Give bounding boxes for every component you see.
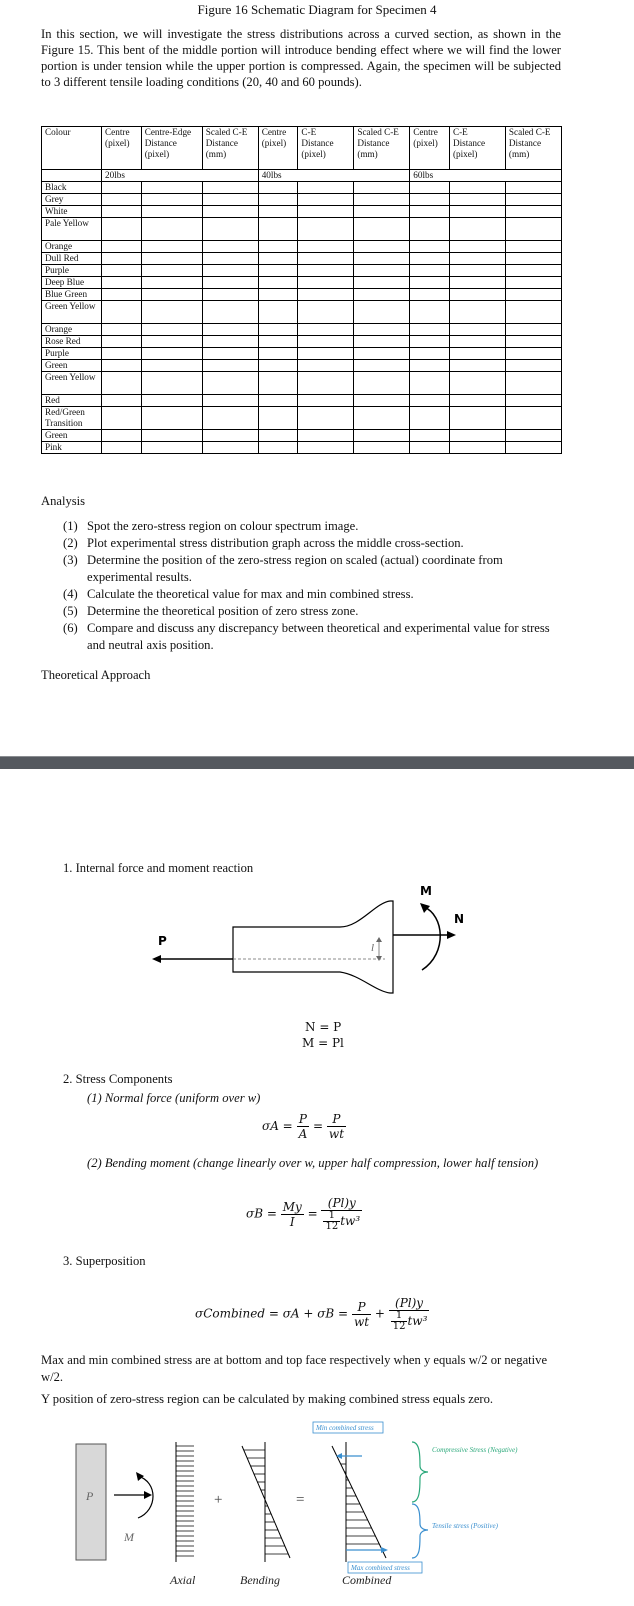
row-colour-label: Rose Red [42, 336, 102, 348]
table-cell [298, 301, 354, 324]
table-cell [258, 430, 298, 442]
table-cell [102, 289, 142, 301]
table-cell [505, 442, 561, 454]
table-cell [505, 360, 561, 372]
table-cell [410, 442, 450, 454]
zero-stress-paragraph: Y position of zero-stress region can be calculated by making combined stress equals zero. [41, 1392, 494, 1406]
table-cell [449, 253, 505, 265]
analysis-title: Analysis [41, 494, 86, 508]
equals-sign: = [296, 1492, 305, 1508]
plus-sign: + [214, 1492, 223, 1508]
sigma-a-equation: σA = $\frac{P}{A}$ = $\frac{P}{wt}$ [262, 1112, 345, 1141]
list-item: (6) Compare and discuss any discrepancy between theoretical and experimental value for stress and neutral axis position. [63, 621, 550, 652]
header-cell: Centre (pixel) [258, 127, 298, 170]
table-cell [258, 395, 298, 407]
table-cell [298, 442, 354, 454]
table-cell [505, 301, 561, 324]
table-cell [102, 301, 142, 324]
length-label-l: l [371, 942, 375, 954]
row-colour-label: Grey [42, 194, 102, 206]
table-cell [258, 442, 298, 454]
table-cell [202, 430, 258, 442]
table-cell [354, 442, 410, 454]
table-cell [449, 407, 505, 430]
table-cell [258, 407, 298, 430]
table-row [42, 360, 562, 372]
table-cell [298, 218, 354, 241]
table-cell [298, 372, 354, 395]
table-cell [298, 241, 354, 253]
table-cell [258, 265, 298, 277]
table-cell [410, 324, 450, 336]
table-cell [102, 194, 142, 206]
table-row [42, 348, 562, 360]
table-cell [410, 289, 450, 301]
table-cell [410, 277, 450, 289]
table-cell [354, 407, 410, 430]
max-min-paragraph: Max and min combined stress are at bottom and top face respectively when y equals w/2 or negative w/2. [41, 1353, 548, 1384]
table-header-row [42, 127, 562, 170]
table-cell [298, 324, 354, 336]
table-cell [505, 206, 561, 218]
table-cell [258, 336, 298, 348]
table-cell [505, 336, 561, 348]
table-row [42, 206, 562, 218]
header-cell: Scaled C-E Distance (mm) [202, 127, 258, 170]
table-cell [505, 372, 561, 395]
table-cell [410, 253, 450, 265]
row-colour-label: Pale Yellow [42, 218, 102, 241]
table-cell [449, 336, 505, 348]
row-colour-label: Green Yellow [42, 301, 102, 324]
table-cell [202, 324, 258, 336]
table-cell [141, 372, 202, 395]
table-cell [258, 289, 298, 301]
normal-force-subtitle: (1) Normal force (uniform over w) [87, 1091, 261, 1105]
table-cell [102, 324, 142, 336]
row-colour-label: Green [42, 360, 102, 372]
table-cell [141, 218, 202, 241]
table-cell [202, 348, 258, 360]
table-cell [202, 289, 258, 301]
table-cell [258, 182, 298, 194]
table-cell [410, 194, 450, 206]
table-cell [202, 253, 258, 265]
table-cell [258, 194, 298, 206]
bending-moment-subtitle: (2) Bending moment (change linearly over w, upper half compression, lower half tension) [87, 1156, 539, 1170]
table-cell [202, 395, 258, 407]
table-row [42, 430, 562, 442]
table-body [42, 182, 562, 454]
header-cell: C-E Distance (pixel) [298, 127, 354, 170]
table-cell [298, 182, 354, 194]
header-cell: Colour [42, 127, 102, 170]
table-cell [258, 301, 298, 324]
table-cell [141, 182, 202, 194]
table-cell [141, 241, 202, 253]
list-item: (4) Calculate the theoretical value for max and min combined stress. [63, 587, 414, 601]
table-cell [202, 206, 258, 218]
header-cell: Centre (pixel) [102, 127, 142, 170]
table-cell [258, 241, 298, 253]
row-colour-label: Green Yellow [42, 372, 102, 395]
table-cell [354, 194, 410, 206]
moment-label-m: M [420, 884, 432, 898]
table-row [42, 324, 562, 336]
table-row [42, 265, 562, 277]
table-cell [298, 194, 354, 206]
table-row [42, 372, 562, 395]
row-colour-label: Red [42, 395, 102, 407]
min-combined-label: Min combined stress [316, 1424, 374, 1432]
table-cell [102, 395, 142, 407]
table-cell [410, 218, 450, 241]
load-label: 20lbs [102, 170, 259, 182]
table-cell [449, 442, 505, 454]
table-cell [258, 253, 298, 265]
figure-caption: Figure 16 Schematic Diagram for Specimen 4 [197, 2, 437, 17]
table-cell [354, 336, 410, 348]
table-cell [354, 395, 410, 407]
tensile-label: Tensile stress (Positive) [432, 1522, 498, 1530]
table-cell [202, 277, 258, 289]
table-cell [449, 324, 505, 336]
section-label-m: M [124, 1530, 134, 1544]
table-cell [449, 194, 505, 206]
table-row [42, 289, 562, 301]
row-colour-label: Pink [42, 442, 102, 454]
table-cell [102, 277, 142, 289]
equation-m: M = Pl [302, 1036, 344, 1050]
table-cell [102, 253, 142, 265]
table-row [42, 253, 562, 265]
axial-caption: Axial [170, 1573, 196, 1587]
table-cell [141, 407, 202, 430]
table-cell [449, 265, 505, 277]
table-row [42, 277, 562, 289]
table-cell [449, 395, 505, 407]
table-cell [354, 301, 410, 324]
table-cell [202, 241, 258, 253]
list-item: (1) Spot the zero-stress region on colour spectrum image. [63, 519, 359, 533]
page-separator [0, 756, 634, 769]
table-row [42, 407, 562, 430]
table-cell [449, 218, 505, 241]
max-combined-label: Max combined stress [351, 1564, 410, 1572]
superposition-diagram [70, 1412, 550, 1602]
table-cell [202, 407, 258, 430]
table-row [42, 182, 562, 194]
table-cell [141, 348, 202, 360]
table-cell [141, 277, 202, 289]
table-cell [298, 289, 354, 301]
table-cell [410, 301, 450, 324]
table-cell [449, 289, 505, 301]
table-cell [102, 430, 142, 442]
table-cell [449, 301, 505, 324]
table-cell [505, 253, 561, 265]
table-cell [202, 265, 258, 277]
row-colour-label: Orange [42, 324, 102, 336]
header-cell: C-E Distance (pixel) [449, 127, 505, 170]
intro-paragraph: In this section, we will investigate the stress distributions across a curved section, as shown in the Figure 15. This bent of the middle portion will introduce bending effect where we will find the lower portion is under tension while the upper portion is compressed. Again, the specimen will be subjected to 3 different tensile loading conditions (20, 40 and 60 pounds). [41, 27, 561, 89]
theoretical-title: Theoretical Approach [41, 668, 151, 682]
table-cell [202, 372, 258, 395]
table-cell [410, 430, 450, 442]
table-cell [354, 348, 410, 360]
row-colour-label: Purple [42, 265, 102, 277]
table-cell [298, 253, 354, 265]
row-colour-label: Dull Red [42, 253, 102, 265]
table-cell [505, 430, 561, 442]
force-label-n: N [454, 912, 465, 926]
analysis-list [63, 518, 561, 654]
row-colour-label: Green [42, 430, 102, 442]
table-cell [102, 218, 142, 241]
table-cell [354, 265, 410, 277]
table-cell [354, 277, 410, 289]
table-cell [449, 241, 505, 253]
table-cell [505, 395, 561, 407]
table-row [42, 218, 562, 241]
table-cell [505, 194, 561, 206]
table-cell [449, 182, 505, 194]
table-row [42, 395, 562, 407]
table-cell [298, 430, 354, 442]
combined-equation: σCombined = σA + σB = $\frac{P}{wt}$ + (Pl)y $\frac{1}{12}$ tw³ [195, 1296, 428, 1332]
table-cell [449, 430, 505, 442]
table-row [42, 336, 562, 348]
table-load-row [42, 170, 562, 182]
table-cell [505, 407, 561, 430]
table-cell [202, 182, 258, 194]
table-cell [102, 206, 142, 218]
table-row [42, 442, 562, 454]
table-cell [258, 206, 298, 218]
table-cell [505, 241, 561, 253]
header-cell: Scaled C-E Distance (mm) [505, 127, 561, 170]
table-cell [354, 289, 410, 301]
table-cell [258, 348, 298, 360]
table-cell [449, 206, 505, 218]
row-colour-label: Black [42, 182, 102, 194]
table-cell [298, 265, 354, 277]
table-cell [354, 360, 410, 372]
table-cell [505, 182, 561, 194]
table-cell [298, 407, 354, 430]
table-cell [202, 301, 258, 324]
header-cell: Scaled C-E Distance (mm) [354, 127, 410, 170]
table-row [42, 241, 562, 253]
table-cell [102, 442, 142, 454]
table-cell [298, 348, 354, 360]
table-cell [102, 348, 142, 360]
table-cell [354, 182, 410, 194]
table-cell [410, 372, 450, 395]
table-cell [505, 289, 561, 301]
table-cell [258, 360, 298, 372]
table-cell [141, 430, 202, 442]
table-cell [410, 265, 450, 277]
table-cell [202, 360, 258, 372]
table-cell [102, 372, 142, 395]
table-cell [102, 407, 142, 430]
section-3-title: 3. Superposition [63, 1254, 146, 1268]
table-cell [410, 336, 450, 348]
section-1-title: 1. Internal force and moment reaction [63, 861, 254, 875]
list-item: (2) Plot experimental stress distribution graph across the middle cross-section. [63, 536, 464, 550]
equation-n: N = P [305, 1020, 342, 1034]
table-cell [258, 372, 298, 395]
table-cell [410, 360, 450, 372]
axial-stress-arrows [176, 1446, 194, 1556]
table-cell [354, 253, 410, 265]
table-cell [298, 277, 354, 289]
table-cell [354, 206, 410, 218]
table-cell [449, 277, 505, 289]
list-item: (5) Determine the theoretical position of zero stress zone. [63, 604, 359, 618]
table-cell [354, 430, 410, 442]
table-cell [298, 395, 354, 407]
row-colour-label: Orange [42, 241, 102, 253]
table-cell [202, 336, 258, 348]
table-cell [202, 442, 258, 454]
table-cell [505, 324, 561, 336]
compressive-label: Compressive Stress (Negative) [432, 1446, 518, 1454]
measurement-table [41, 126, 562, 454]
table-cell [410, 348, 450, 360]
table-cell [410, 395, 450, 407]
table-cell [449, 360, 505, 372]
table-cell [141, 253, 202, 265]
row-colour-label: Red/Green Transition [42, 407, 102, 430]
load-label: 40lbs [258, 170, 410, 182]
sigma-b-equation: σB = $\frac{My}{I}$ = (Pl)y $\frac{1}{12}$ tw³ [246, 1196, 361, 1232]
table-cell [449, 348, 505, 360]
table-cell [141, 194, 202, 206]
table-cell [202, 218, 258, 241]
table-cell [141, 442, 202, 454]
table-cell [141, 360, 202, 372]
table-cell [354, 241, 410, 253]
table-cell [141, 336, 202, 348]
table-cell [410, 206, 450, 218]
table-cell [141, 289, 202, 301]
header-cell: Centre (pixel) [410, 127, 450, 170]
row-colour-label: Purple [42, 348, 102, 360]
table-cell [410, 182, 450, 194]
table-cell [298, 360, 354, 372]
table-cell [354, 324, 410, 336]
table-cell [354, 218, 410, 241]
table-cell [505, 348, 561, 360]
table-cell [258, 277, 298, 289]
table-row [42, 301, 562, 324]
row-colour-label: White [42, 206, 102, 218]
table-cell [410, 407, 450, 430]
row-colour-label: Deep Blue [42, 277, 102, 289]
table-cell [102, 336, 142, 348]
table-cell [258, 324, 298, 336]
header-cell: Centre-Edge Distance (pixel) [141, 127, 202, 170]
section-label-p: P [86, 1489, 94, 1503]
bending-caption: Bending [240, 1573, 280, 1587]
table-cell [505, 277, 561, 289]
table-cell [354, 372, 410, 395]
table-cell [202, 194, 258, 206]
table-cell [298, 336, 354, 348]
table-cell [449, 372, 505, 395]
load-label: 60lbs [410, 170, 562, 182]
table-cell [141, 206, 202, 218]
free-body-diagram [150, 875, 490, 1000]
force-label-p: P [158, 934, 167, 948]
table-cell [505, 265, 561, 277]
list-item: (3) Determine the position of the zero-stress region on scaled (actual) coordinate from experimental results. [63, 553, 503, 584]
table-cell [141, 301, 202, 324]
table-cell [102, 241, 142, 253]
table-cell [141, 324, 202, 336]
table-cell [102, 360, 142, 372]
table-cell [141, 265, 202, 277]
combined-caption: Combined [342, 1573, 392, 1587]
table-cell [410, 241, 450, 253]
table-cell [505, 218, 561, 241]
table-row [42, 194, 562, 206]
table-cell [102, 182, 142, 194]
section-2-title: 2. Stress Components [63, 1072, 173, 1086]
table-cell [258, 218, 298, 241]
table-cell [141, 395, 202, 407]
table-cell [102, 265, 142, 277]
row-colour-label: Blue Green [42, 289, 102, 301]
table-cell [298, 206, 354, 218]
